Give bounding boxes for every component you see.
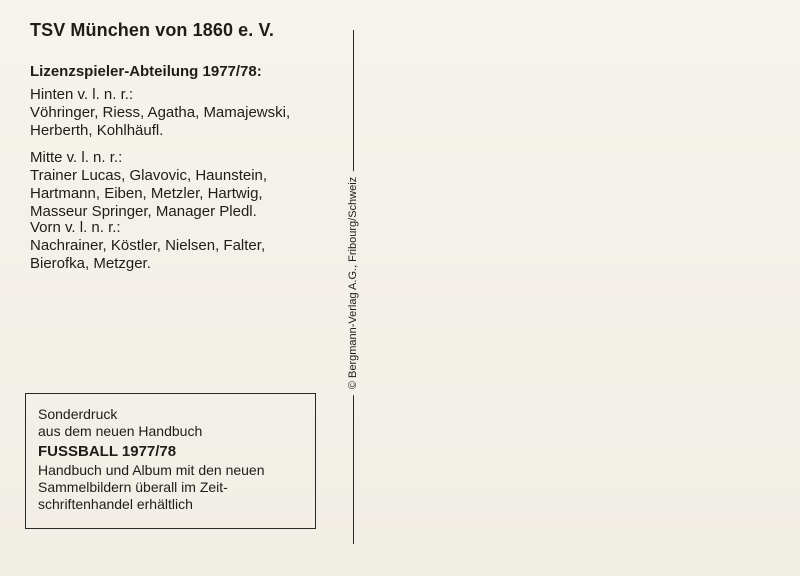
promo-line: aus dem neuen Handbuch <box>38 423 203 439</box>
names-line: Trainer Lucas, Glavovic, Haunstein, <box>30 167 268 184</box>
section-subtitle: Lizenzspieler-Abteilung 1977/78: <box>30 63 262 80</box>
group-heading: Hinten v. l. n. r.: <box>30 86 134 103</box>
names-line: Nachrainer, Köstler, Nielsen, Falter, <box>30 237 266 254</box>
promo-title: FUSSBALL 1977/78 <box>38 443 177 460</box>
lineup-middle-row <box>30 149 267 221</box>
publisher-credit: © Bergmann-Verlag A.G., Fribourg/Schweiz <box>347 171 359 395</box>
names-line: Herberth, Kohlhäufl. <box>30 122 164 139</box>
lineup-back-row <box>30 86 290 140</box>
promo-desc-line: schriftenhandel erhältlich <box>38 496 193 512</box>
group-heading: Vorn v. l. n. r.: <box>30 219 121 236</box>
names-line: Vöhringer, Riess, Agatha, Mamajewski, <box>30 104 291 121</box>
names-line: Hartmann, Eiben, Metzler, Hartwig, <box>30 185 263 202</box>
names-line: Masseur Springer, Manager Pledl. <box>30 203 257 220</box>
promo-box <box>25 393 316 529</box>
names-line: Bierofka, Metzger. <box>30 255 151 272</box>
promo-desc-line: Sammelbildern überall im Zeit- <box>38 479 228 495</box>
group-heading: Mitte v. l. n. r.: <box>30 149 123 166</box>
promo-line: Sonderdruck <box>38 406 118 422</box>
lineup-front-row <box>30 219 265 273</box>
card-title: TSV München von 1860 e. V. <box>30 20 275 40</box>
promo-desc-line: Handbuch und Album mit den neuen <box>38 462 265 478</box>
